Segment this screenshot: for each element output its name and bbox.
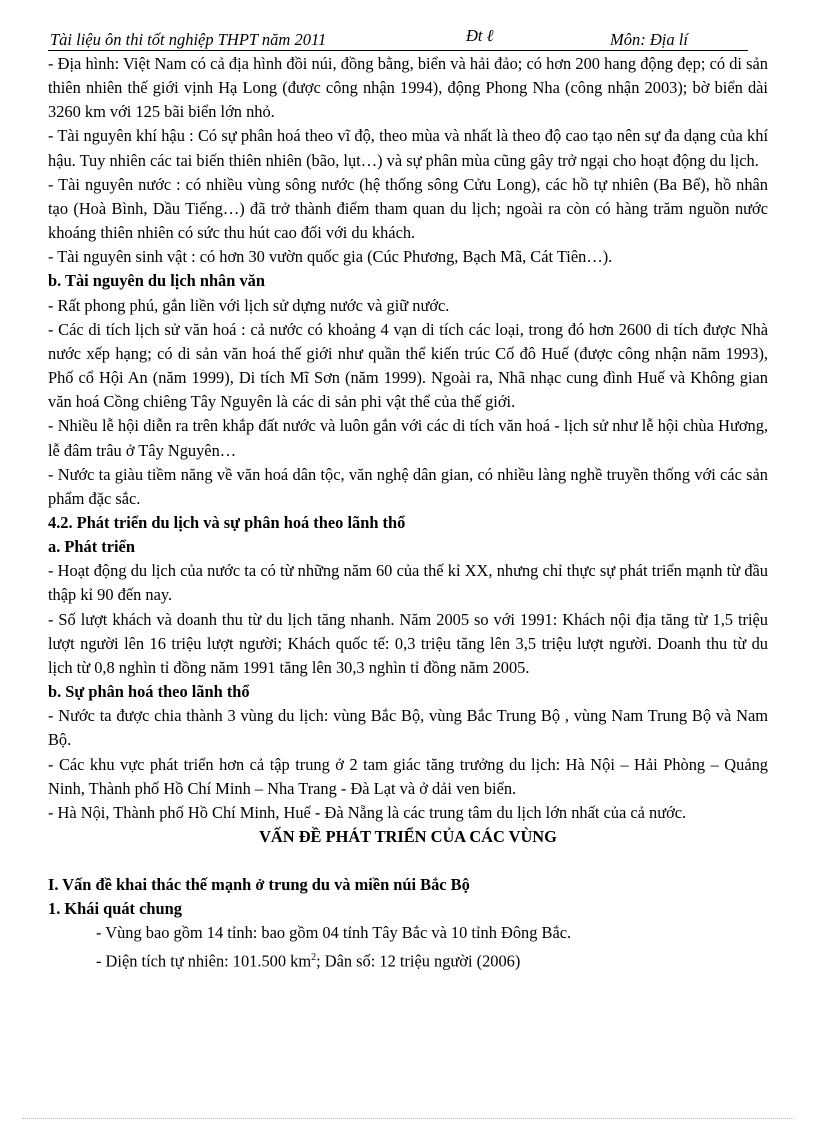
header-logo: Đt ℓ [466,26,494,45]
heading-territorial-division: b. Sự phân hoá theo lãnh thổ [48,682,250,702]
paragraph-visitor-stats: - Số lượt khách và doanh thu từ du lịch tăng nhanh. Năm 2005 so với 1991: Khách nội địa tăng từ 1,5 triệu lượt người lên 16 triệu lượt người; Khách quốc tế: 0,3 triệu tăng lên 3,5 triệu lượt người. Doanh thu từ du lịch từ 0,8 nghìn tỉ đồng năm 1991 tăng lên 30,3 nghìn tỉ đồng năm 2005. [48,609,768,677]
chapter-title: VẤN ĐỀ PHÁT TRIỂN CỦA CÁC VÙNG [259,827,557,846]
area-suffix: ; Dân số: 12 triệu người (2006) [316,951,521,971]
paragraph-terrain: - Địa hình: Việt Nam có cả địa hình đồi núi, đồng bằng, biển và hải đảo; có hơn 200 hang động đẹp; có di sản thiên nhiên thế giới vịnh Hạ Long (được công nhận 1994), động Phong Nha (công nhận 2003); bờ biển dài 3260 km với 125 bãi biển lớn nhỏ. [48,54,768,122]
paragraph-biological: - Tài nguyên sinh vật : có hơn 30 vườn quốc gia (Cúc Phương, Bạch Mã, Cát Tiên…). [48,247,613,267]
blank-line [48,849,768,873]
paragraph-climate: - Tài nguyên khí hậu : Có sự phân hoá theo vĩ độ, theo mùa và nhất là theo độ cao tạo nên sự đa dạng của khí hậu. Tuy nhiên các tai biến thiên nhiên (bão, lụt…) và sự phân mùa cũng gây trở ngại cho hoạt động du lịch. [48,126,768,170]
paragraph-major-centers: - Hà Nội, Thành phố Hồ Chí Minh, Huế - Đà Nẵng là các trung tâm du lịch lớn nhất của cả nước. [48,802,687,822]
heading-section-4-2: 4.2. Phát triển du lịch và sự phân hoá theo lãnh thổ [48,512,406,532]
paragraph-tourism-history: - Hoạt động du lịch của nước ta có từ những năm 60 của thế kỉ XX, nhưng chỉ thực sự phát triển mạnh từ đầu thập kỉ 90 đến nay. [48,561,768,605]
page-bottom-divider [22,1118,794,1119]
header-subject: Môn: Địa lí [610,30,688,49]
page-header [48,28,748,51]
paragraph-three-regions: - Nước ta được chia thành 3 vùng du lịch: vùng Bắc Bộ, vùng Bắc Trung Bộ , vùng Nam Trung Bộ và Nam Bộ. [48,706,768,750]
header-document-title: Tài liệu ôn thi tốt nghiệp THPT năm 2011 [50,30,327,49]
area-prefix: - Diện tích tự nhiên: 101.500 km [96,951,312,971]
paragraph-area-population [48,946,768,974]
paragraph-water: - Tài nguyên nước : có nhiều vùng sông nước (hệ thống sông Cửu Long), các hồ tự nhiên (Ba Bể), hồ nhân tạo (Hoà Bình, Dầu Tiếng…) đã trở thành điểm tham quan du lịch; ngoài ra còn có hàng trăm nguồn nước khoáng thiên nhiên có sức thu hút cao đối với du khách. [48,174,768,243]
heading-section-i: I. Vấn đề khai thác thế mạnh ở trung du và miền núi Bắc Bộ [48,875,470,895]
area-superscript: 2 [311,951,317,963]
paragraph-historic-sites: - Các di tích lịch sử văn hoá : cả nước có khoảng 4 vạn di tích các loại, trong đó hơn 2600 di tích được Nhà nước xếp hạng; có di sản văn hoá thế giới như quần thể kiến trúc Cố đô Huế (được công nhận năm 1993), Phố cổ Hội An (năm 1999), Di tích Mĩ Sơn (năm 1999). Ngoài ra, Nhã nhạc cung đình Huế và Không gian văn hoá Cồng chiêng Tây Nguyên là các di sản phi vật thể của thế giới. [48,319,768,412]
paragraph-folk-culture: - Nước ta giàu tiềm năng về văn hoá dân tộc, văn nghệ dân gian, có nhiều làng nghề truyền thống với các sản phẩm đặc sắc. [48,464,768,508]
paragraph-growth-triangles: - Các khu vực phát triển hơn cả tập trung ở 2 tam giác tăng trưởng du lịch: Hà Nội – Hải Phòng – Quảng Ninh, Thành phố Hồ Chí Minh – Nha Trang - Đà Lạt và ở dải ven biển. [48,754,768,798]
heading-overview: 1. Khái quát chung [48,899,182,919]
paragraph-cultural-rich: - Rất phong phú, gắn liền với lịch sử dựng nước và giữ nước. [48,295,450,315]
paragraph-provinces: - Vùng bao gồm 14 tỉnh: bao gồm 04 tỉnh Tây Bắc và 10 tỉnh Đông Bắc. [96,923,572,943]
heading-cultural-resources: b. Tài nguyên du lịch nhân văn [48,271,265,291]
document-body [48,52,768,973]
heading-development: a. Phát triển [48,537,135,557]
paragraph-festivals: - Nhiều lễ hội diễn ra trên khắp đất nước và luôn gắn với các di tích văn hoá - lịch sử như lễ hội chùa Hương, lễ đâm trâu ở Tây Nguyên… [48,416,768,460]
